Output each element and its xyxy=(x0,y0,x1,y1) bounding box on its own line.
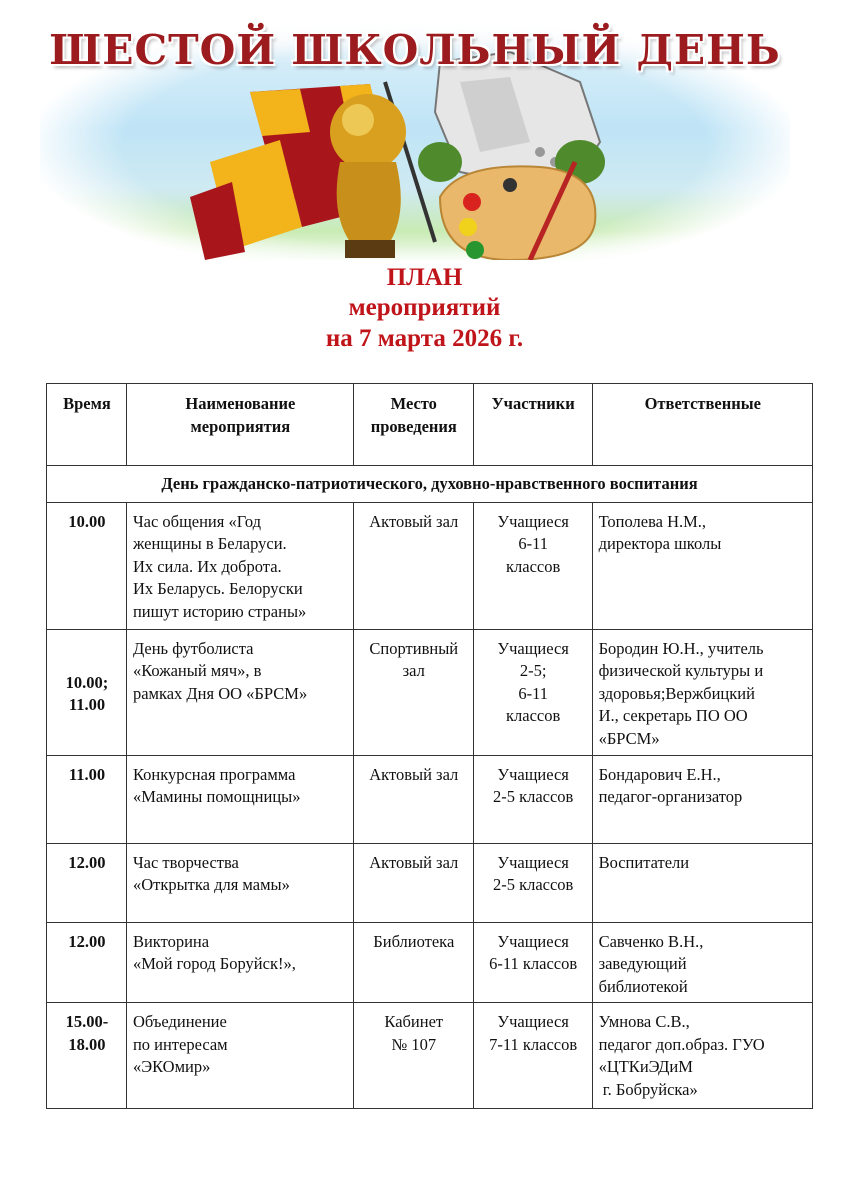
plan-date: на 7 марта 2026 г. xyxy=(325,325,524,352)
cell-place-line: Спортивный xyxy=(369,638,459,658)
cell-event-name-line: «Мой город Боруйск!», xyxy=(132,954,296,973)
header-responsible xyxy=(592,384,812,466)
checkered-flag-icon xyxy=(190,82,435,260)
cell-participants-line: Учащиеся xyxy=(497,1012,569,1031)
cell-event-name-line: Их сила. Их доброта. xyxy=(132,556,282,576)
cell-responsible-line: директора школы xyxy=(598,534,722,553)
header-name xyxy=(126,384,353,466)
cell-event-name-line: Час творчества xyxy=(132,852,239,872)
table-row xyxy=(47,755,813,843)
cell-participants-line: классов xyxy=(506,706,561,725)
cell-place xyxy=(353,1003,473,1109)
paint-palette-icon xyxy=(440,162,595,260)
cell-participants xyxy=(473,1003,592,1109)
cell-responsible xyxy=(592,755,812,843)
cell-responsible-line: Бородин Ю.Н., учитель xyxy=(598,638,764,658)
cell-event-name xyxy=(126,629,353,755)
cell-place-line: Библиотека xyxy=(373,931,455,951)
table-row xyxy=(47,843,813,922)
cell-responsible xyxy=(592,1003,812,1109)
cell-participants-line: Учащиеся xyxy=(497,764,569,784)
cell-time xyxy=(47,629,127,755)
cell-event-name-line: Викторина xyxy=(132,931,210,951)
table-header-row xyxy=(47,384,813,466)
cell-event-name-line: «Открытка для мамы» xyxy=(132,875,290,894)
header-place-line: проведения xyxy=(370,416,457,436)
cell-event-name-line: Их Беларусь. Белоруски xyxy=(132,579,303,598)
cell-place xyxy=(353,502,473,629)
cell-participants-line: Учащиеся xyxy=(497,931,569,951)
plan-title: ПЛАН xyxy=(386,264,463,291)
cell-time xyxy=(47,502,127,629)
cell-responsible-line: физической культуры и xyxy=(598,661,764,680)
cell-event-name xyxy=(126,755,353,843)
cell-place-line: Актовый зал xyxy=(369,852,459,872)
cell-time xyxy=(47,843,127,922)
cell-place xyxy=(353,922,473,1003)
cell-event-name-line: рамках Дня ОО «БРСМ» xyxy=(132,683,308,703)
cell-responsible-line: Тополева Н.М., xyxy=(598,511,707,531)
cell-time-line: 18.00 xyxy=(68,1034,106,1054)
cell-event-name-line: «Мамины помощницы» xyxy=(132,787,301,806)
cell-participants-line: классов xyxy=(506,556,561,576)
cell-event-name xyxy=(126,502,353,629)
cell-time xyxy=(47,922,127,1003)
cell-event-name xyxy=(126,843,353,922)
trophy-icon xyxy=(330,94,406,258)
cell-participants-line: 2-5; xyxy=(519,661,547,680)
header-name-line: Наименование xyxy=(185,394,296,413)
header-place-line: Место xyxy=(390,394,437,413)
cell-responsible-line: «ЦТКиЭДиМ xyxy=(598,1057,693,1076)
header-time-label: Время xyxy=(63,394,111,413)
cell-participants xyxy=(473,755,592,843)
cell-participants-line: Учащиеся xyxy=(497,852,569,872)
cell-responsible-line: педагог доп.образ. ГУО xyxy=(598,1034,765,1054)
table-body xyxy=(47,502,813,1109)
table-row xyxy=(47,502,813,629)
section-title: День гражданско-патриотического, духовно-нравственного воспитания xyxy=(47,466,813,503)
cell-responsible-line: И., секретарь ПО ОО xyxy=(598,706,748,725)
cell-participants xyxy=(473,502,592,629)
cell-participants-line: 2-5 классов xyxy=(492,787,574,806)
cell-time-line: 10.00 xyxy=(68,511,106,531)
cell-place-line: Актовый зал xyxy=(369,511,459,531)
cell-responsible-line: Савченко В.Н., xyxy=(598,931,704,951)
cell-participants-line: Учащиеся xyxy=(497,638,569,658)
cell-time-line: 10.00; xyxy=(65,672,109,692)
cell-responsible-line: Воспитатели xyxy=(598,852,690,872)
cell-responsible-line: здоровья;Вержбицкий xyxy=(598,683,755,703)
events-table xyxy=(46,383,813,1109)
cell-event-name-line: Час общения «Год xyxy=(132,511,261,531)
cell-event-name-line: День футболиста xyxy=(132,638,254,658)
cell-responsible xyxy=(592,922,812,1003)
cell-place xyxy=(353,843,473,922)
cell-participants-line: 6-11 xyxy=(518,683,548,703)
cell-participants xyxy=(473,629,592,755)
cell-responsible xyxy=(592,843,812,922)
cell-place-line: Актовый зал xyxy=(369,764,459,784)
cell-responsible-line: «БРСМ» xyxy=(598,728,660,748)
cell-participants-line: 6-11 xyxy=(518,534,548,553)
cell-participants xyxy=(473,922,592,1003)
cell-event-name-line: «Кожаный мяч», в xyxy=(132,661,262,680)
cell-event-name xyxy=(126,922,353,1003)
cell-event-name-line: Объединение xyxy=(132,1012,227,1031)
banner-image xyxy=(40,22,790,260)
cell-responsible-line: Умнова С.В., xyxy=(598,1012,690,1031)
cell-participants xyxy=(473,843,592,922)
header-place xyxy=(353,384,473,466)
table-row xyxy=(47,922,813,1003)
cell-event-name-line: «ЭКОмир» xyxy=(132,1057,211,1076)
cell-place-line: зал xyxy=(402,661,425,680)
cell-responsible xyxy=(592,502,812,629)
cell-time-line: 15.00- xyxy=(65,1012,109,1031)
cell-time-line: 12.00 xyxy=(68,852,106,872)
banner-title: ШЕСТОЙ ШКОЛЬНЫЙ ДЕНЬ xyxy=(49,26,781,74)
cell-place xyxy=(353,629,473,755)
cell-responsible-line: г. Бобруйска» xyxy=(598,1079,698,1099)
table-row xyxy=(47,1003,813,1109)
cell-time-line: 11.00 xyxy=(68,764,106,784)
cell-participants-line: 7-11 классов xyxy=(489,1034,578,1054)
cell-time xyxy=(47,1003,127,1109)
cell-event-name-line: по интересам xyxy=(132,1034,228,1054)
section-row xyxy=(47,466,813,503)
cell-participants-line: Учащиеся xyxy=(497,511,569,531)
cell-time-line: 11.00 xyxy=(68,695,106,714)
table-row xyxy=(47,629,813,755)
cell-responsible-line: библиотекой xyxy=(598,976,688,996)
cell-time xyxy=(47,755,127,843)
cell-time-line: 12.00 xyxy=(68,931,106,951)
cell-place xyxy=(353,755,473,843)
cell-responsible-line: заведующий xyxy=(598,954,687,973)
header-responsible-label: Ответственные xyxy=(644,394,761,413)
header-participants-label: Участники xyxy=(491,394,575,413)
cell-event-name xyxy=(126,1003,353,1109)
header-participants xyxy=(473,384,592,466)
header-name-line: мероприятия xyxy=(190,416,291,436)
cell-place-line: Кабинет xyxy=(384,1012,444,1031)
cell-event-name-line: Конкурсная программа xyxy=(132,764,296,784)
cell-responsible xyxy=(592,629,812,755)
cell-participants-line: 6-11 классов xyxy=(489,954,578,973)
cell-responsible-line: педагог-организатор xyxy=(598,787,743,806)
cell-participants-line: 2-5 классов xyxy=(492,875,574,894)
cell-responsible-line: Бондарович Е.Н., xyxy=(598,764,721,784)
plan-subtitle: мероприятий xyxy=(348,294,501,321)
cell-event-name-line: пишут историю страны» xyxy=(132,601,307,621)
cell-place-line: № 107 xyxy=(391,1034,437,1054)
cell-event-name-line: женщины в Беларуси. xyxy=(132,534,287,553)
header-time xyxy=(47,384,127,466)
